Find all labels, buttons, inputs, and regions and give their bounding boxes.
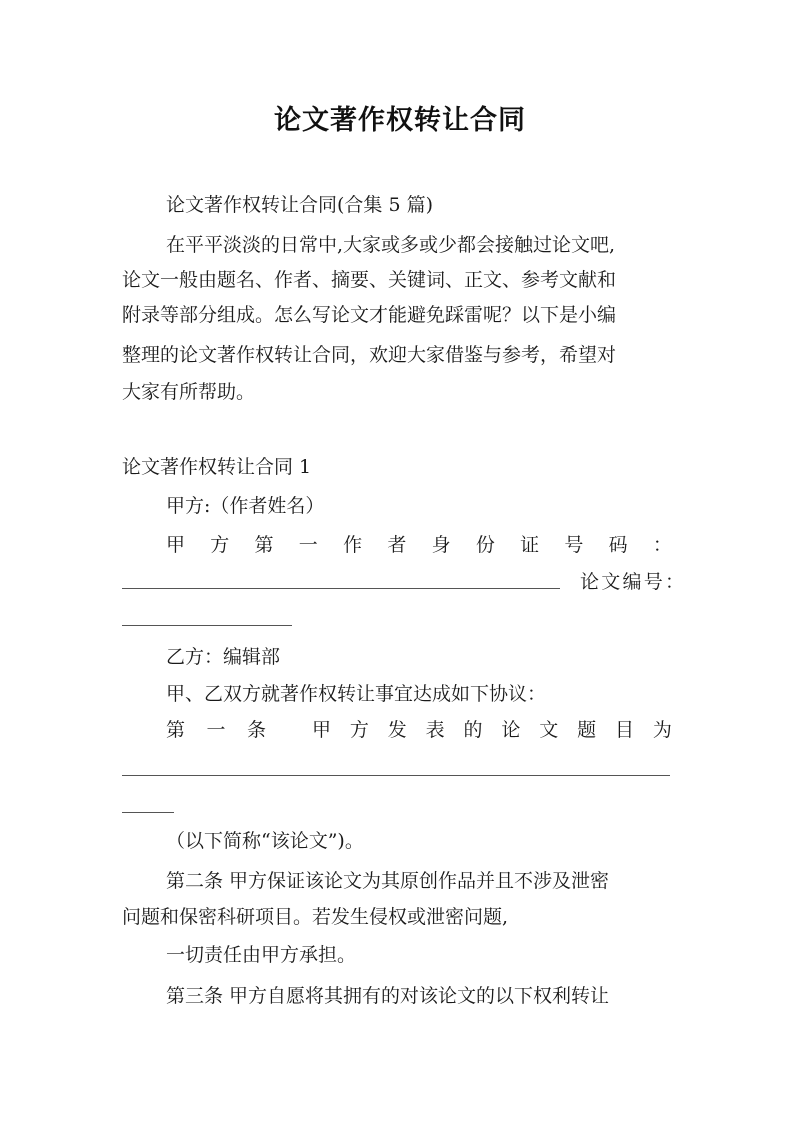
party-a-id-char: 第 — [254, 534, 274, 556]
party-a-id-char: 码 — [608, 534, 628, 556]
paper-number-char: 编 — [622, 571, 642, 593]
party-a-id-char: 号 — [564, 534, 584, 556]
party-a-id-char: 作 — [343, 534, 363, 556]
intro-para-line-1: 在平平淡淡的日常中,大家或多或少都会接触过论文吧, — [166, 234, 616, 256]
paper-number-char: 号 — [643, 571, 663, 593]
article-1-note: （以下简称“该论文”)。 — [166, 830, 364, 852]
article-1-char: 文 — [539, 719, 559, 741]
article-2-line-2: 问题和保密科研项目。若发生侵权或泄密问题, — [122, 906, 509, 928]
agreement-line: 甲、乙双方就著作权转让事宜达成如下协议： — [166, 683, 547, 705]
article-2-line-3: 一切责任由甲方承担。 — [166, 944, 357, 966]
paper-number-char: ： — [664, 571, 684, 593]
paper-number-char: 文 — [601, 571, 621, 593]
party-a-id-char: 证 — [520, 534, 540, 556]
article-1-label — [166, 718, 266, 742]
article-1-char: 目 — [615, 719, 635, 741]
article-1-char: 第 — [166, 719, 186, 741]
id-number-blank — [122, 588, 560, 589]
article-3-line-1: 第三条 甲方自愿将其拥有的对该论文的以下权利转让 — [166, 985, 610, 1007]
article-1-line — [166, 718, 672, 742]
article-1-text — [312, 718, 672, 742]
party-a-id-char: 一 — [298, 534, 318, 556]
party-a-line: 甲方:（作者姓名） — [166, 495, 325, 517]
article-1-char: 题 — [577, 719, 597, 741]
article-1-char: 方 — [349, 719, 369, 741]
party-a-id-char: 甲 — [166, 534, 186, 556]
party-a-id-char: 者 — [387, 534, 407, 556]
paper-number-line — [580, 570, 684, 594]
document-title: 论文著作权转让合同 — [274, 105, 526, 136]
title-blank-2 — [122, 812, 174, 813]
contract-heading: 论文著作权转让合同 1 — [122, 456, 312, 478]
article-1-char: 表 — [425, 719, 445, 741]
party-a-id-char: 身 — [431, 534, 451, 556]
party-a-id-char: 份 — [475, 534, 495, 556]
paper-number-blank — [122, 625, 292, 626]
party-a-id-char: ： — [652, 534, 672, 556]
party-a-id-line — [166, 533, 672, 557]
article-1-char: 条 — [246, 719, 266, 741]
article-1-char: 论 — [501, 719, 521, 741]
article-1-char: 为 — [652, 719, 672, 741]
article-1-char: 一 — [206, 719, 226, 741]
paper-number-char: 论 — [580, 571, 600, 593]
party-a-id-char: 方 — [210, 534, 230, 556]
intro-line: 论文著作权转让合同(合集 5 篇) — [166, 194, 433, 216]
intro-para-line-3: 附录等部分组成。怎么写论文才能避免踩雷呢？以下是小编 — [122, 304, 617, 326]
intro-para-line-5: 大家有所帮助。 — [122, 381, 256, 403]
article-1-char: 的 — [463, 719, 483, 741]
article-1-char: 甲 — [312, 719, 332, 741]
intro-para-line-2: 论文一般由题名、作者、摘要、关键词、正文、参考文献和 — [122, 269, 617, 291]
intro-para-line-4: 整理的论文著作权转让合同，欢迎大家借鉴与参考，希望对 — [122, 344, 617, 366]
party-b-line: 乙方：编辑部 — [166, 646, 281, 668]
article-1-char: 发 — [387, 719, 407, 741]
article-2-line-1: 第二条 甲方保证该论文为其原创作品并且不涉及泄密 — [166, 870, 610, 892]
title-blank-1 — [122, 775, 670, 776]
